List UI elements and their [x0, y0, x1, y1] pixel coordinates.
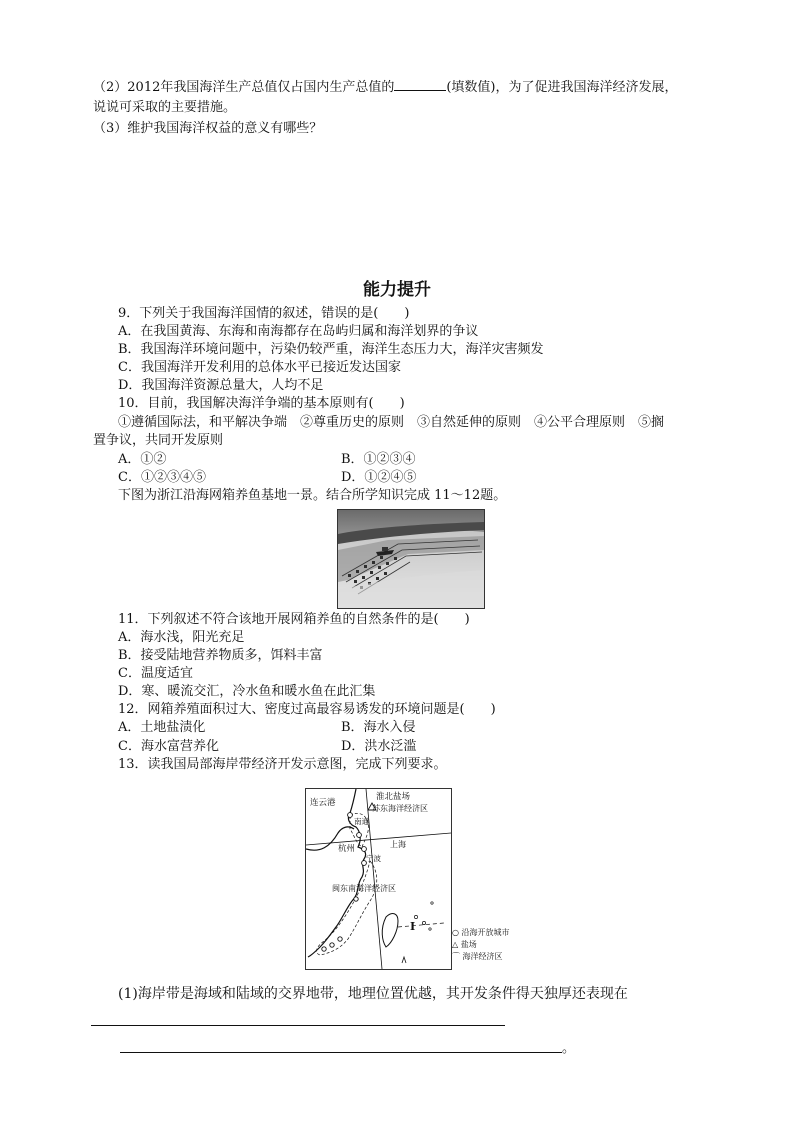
city-marker: [348, 813, 353, 818]
island: [422, 921, 425, 924]
label-shanghai: 上海: [390, 840, 406, 849]
q12-option-b: B．海水入侵: [341, 720, 416, 735]
answer-line-1: [91, 1025, 505, 1026]
island: [431, 902, 433, 904]
q10-option-d: D．①②④⑤: [341, 470, 417, 485]
q2-text-b: (填数值)，为了促进我国海洋经济发展，: [446, 80, 678, 95]
q12-option-d: D．洪水泛滥: [341, 739, 417, 754]
coast-map-svg: [306, 789, 451, 969]
q10-statements-1: ①遵循国际法，和平解决争端 ②尊重历史的原则 ③自然延伸的原则 ④公平合理原则 ⑤搁: [118, 415, 665, 430]
legend-zone-label: 海洋经济区: [462, 952, 503, 961]
intro-11-12: 下图为浙江沿海网箱养鱼基地一景。结合所学知识完成 11～12题。: [118, 488, 507, 503]
city-marker: [354, 897, 358, 901]
city-marker: [362, 847, 367, 852]
dashed-line: [398, 923, 444, 927]
coastline: [308, 789, 366, 957]
q11-option-c: C．温度适宜: [118, 666, 193, 681]
latitude-line: [306, 833, 451, 845]
fish-farm-illustration: [338, 510, 484, 608]
q2-line-1: [93, 78, 678, 96]
q13-stem: 13．读我国局部海岸带经济开发示意图，完成下列要求。: [118, 757, 447, 772]
label-hangzhou: 杭州: [338, 844, 356, 854]
city-marker: [322, 947, 326, 951]
label-mindong: 闽东南海洋经济区: [332, 884, 396, 893]
q3-line: （3）维护我国海洋权益的意义有哪些？: [93, 121, 323, 136]
label-marker-i: Ⅰ: [410, 920, 416, 933]
q9-option-b: B．我国海洋环境问题中，污染仍较严重，海洋生态压力大，海洋灾害频发: [118, 342, 544, 357]
q2-text-a: （2）2012年我国海洋生产总值仅占国内生产总值的: [93, 80, 395, 95]
legend-city: [452, 927, 510, 939]
legend-zone: [452, 951, 503, 963]
q9-option-d: D．我国海洋资源总量大，人均不足: [118, 378, 324, 393]
island: [429, 928, 431, 930]
q12-stem: 12．网箱养殖面积过大、密度过高最容易诱发的环境问题是( ): [118, 702, 496, 717]
section-title: 能力提升: [363, 280, 431, 300]
legend-salt-icon: △: [452, 940, 459, 949]
q12-option-c: C．海水富营养化: [118, 739, 219, 754]
label-lianyungang: 连云港: [310, 798, 336, 808]
answer-end-mark: 。: [562, 1041, 576, 1056]
fish-farm-photo: [337, 509, 485, 609]
taiwan-island: [382, 914, 398, 947]
q10-option-a: A．①②: [118, 452, 167, 467]
label-huaibei: 淮北盐场: [376, 792, 411, 802]
city-marker: [357, 833, 362, 838]
q11-option-b: B．接受陆地营养物质多，饵料丰富: [118, 648, 323, 663]
map-legend: [452, 927, 562, 969]
legend-city-icon: ○: [452, 928, 459, 937]
q12-option-a: A．土地盐渍化: [118, 720, 206, 735]
q10-stem: 10．目前，我国解决海洋争端的基本原则有( ): [118, 396, 405, 411]
q2-line-2: 说说可采取的主要措施。: [93, 100, 237, 115]
arrow-icon: [402, 957, 406, 963]
q11-option-d: D．寒、暖流交汇，冷水鱼和暖水鱼在此汇集: [118, 684, 376, 699]
q9-option-a: A．在我国黄海、东海和南海都存在岛屿归属和海洋划界的争议: [118, 324, 479, 339]
q9-option-c: C．我国海洋开发利用的总体水平已接近发达国家: [118, 360, 401, 375]
q10-option-c: C．①②③④⑤: [118, 470, 206, 485]
q10-option-b: B．①②③④: [341, 452, 416, 467]
legend-salt-label: 盐场: [460, 940, 477, 949]
answer-line-2: [120, 1052, 562, 1053]
city-marker: [330, 943, 334, 947]
label-ningbo: 宁波: [366, 854, 381, 863]
legend-salt: [452, 939, 477, 951]
q13-part1: (1)海岸带是海域和陆域的交界地带，地理位置优越，其开发条件得天独厚还表现在: [118, 986, 628, 1002]
legend-city-label: 沿海开放城市: [461, 928, 510, 937]
island: [414, 915, 417, 918]
city-marker: [338, 937, 342, 941]
q11-stem: 11．下列叙述不符合该地开展网箱养鱼的自然条件的是( ): [118, 612, 470, 627]
q9-stem: 9．下列关于我国海洋国情的叙述，错误的是( ): [118, 306, 410, 321]
q10-statements-2: 置争议，共同开发原则: [93, 433, 224, 448]
label-nantong: 南通: [354, 817, 369, 826]
q2-blank: [394, 78, 446, 91]
legend-zone-icon: ⌒: [452, 952, 460, 961]
q11-option-a: A．海水浅，阳光充足: [118, 630, 245, 645]
label-sudong: 苏东海洋经济区: [372, 804, 428, 813]
coastal-zone-map: [305, 788, 452, 970]
